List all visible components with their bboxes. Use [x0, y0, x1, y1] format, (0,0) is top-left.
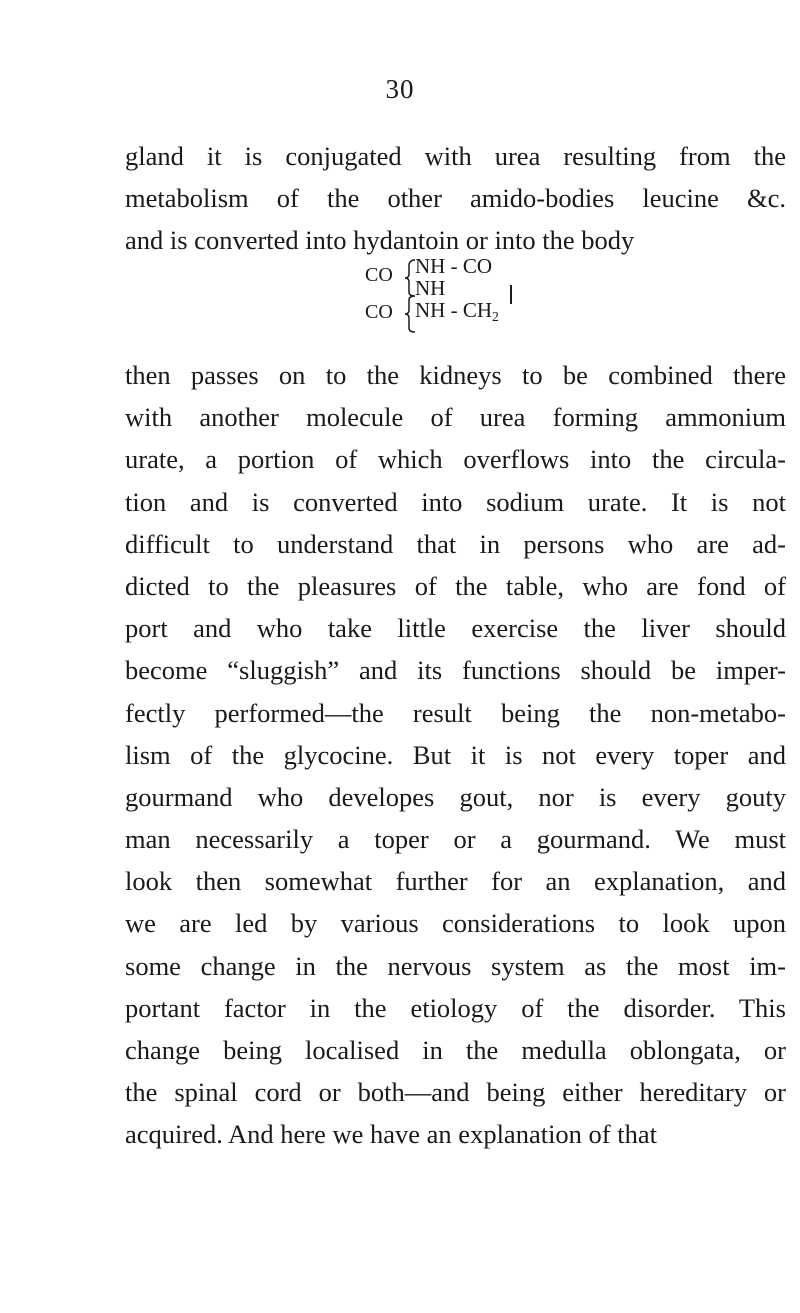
text-line: urate, a portion of which overflows into the circula- — [125, 444, 786, 475]
text-line: and is converted into hydantoin or into the body — [125, 225, 635, 256]
formula-co-top: CO — [365, 264, 393, 286]
text-line: gland it is conjugated with urea resulting from the — [125, 141, 786, 171]
formula-co-bottom: CO — [365, 301, 393, 323]
text-line: acquired. And here we have an explanation of that — [125, 1119, 657, 1150]
text-line: with another molecule of urea forming ammonium — [125, 402, 786, 433]
paragraph-2 — [125, 354, 786, 1156]
page-number: 30 — [385, 74, 415, 104]
text-line: then passes on to the kidneys to be combined there — [125, 360, 786, 390]
text-line: man necessarily a toper or a gourmand. We must — [125, 824, 786, 855]
formula-line-3 — [415, 298, 499, 325]
formula-line-3-main: NH - CH — [415, 298, 492, 322]
formula-line-1: NH - CO — [415, 254, 492, 278]
text-line: metabolism of the other amido-bodies leucine &c. — [125, 183, 786, 214]
chemical-formula — [365, 254, 605, 338]
text-line: become “sluggish” and its functions should be imper- — [125, 655, 786, 686]
text-line: port and who take little exercise the liver should — [125, 613, 786, 644]
text-line: lism of the glycocine. But it is not every toper and — [125, 739, 786, 770]
text-line: look then somewhat further for an explanation, and — [125, 866, 786, 897]
paragraph-1 — [125, 135, 786, 262]
text-line: gourmand who developes gout, nor is every gouty — [125, 781, 786, 812]
text-line: some change in the nervous system as the most im- — [125, 950, 786, 981]
formula-line-3-subscript: 2 — [492, 309, 499, 325]
text-line: tion and is converted into sodium urate. It is not — [125, 486, 786, 517]
text-line: dicted to the pleasures of the table, who are fond of — [125, 570, 786, 601]
formula-line-2: NH — [415, 276, 446, 300]
text-line: fectly performed—the result being the non-metabo- — [125, 697, 786, 728]
formula-bond-line — [510, 285, 512, 304]
text-line: the spinal cord or both—and being either hereditary or — [125, 1077, 786, 1108]
text-line: difficult to understand that in persons who are ad- — [125, 528, 786, 559]
text-line: change being localised in the medulla oblongata, or — [125, 1035, 786, 1065]
text-line: we are led by various considerations to look upon — [125, 908, 786, 939]
text-line: portant factor in the etiology of the disorder. This — [125, 992, 786, 1023]
